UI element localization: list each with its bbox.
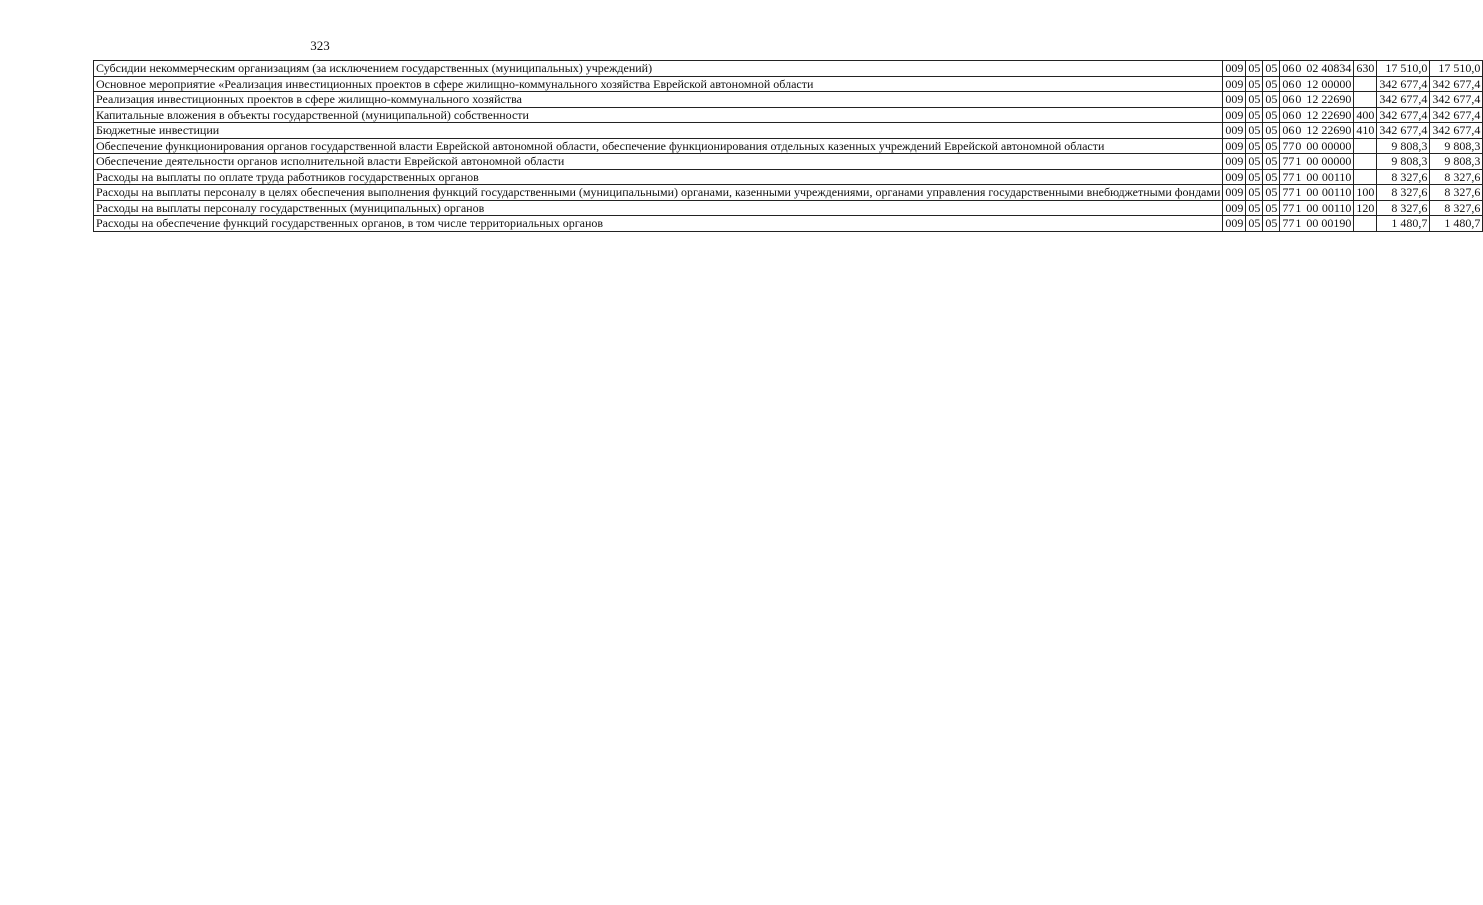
table-row xyxy=(94,76,1483,92)
target-article-part: 06 xyxy=(1282,107,1295,122)
target-article-part: 00000 xyxy=(1321,154,1352,168)
expense-type-cell: 400 xyxy=(1354,107,1377,123)
amount-year-1-cell: 8 327,6 xyxy=(1377,200,1430,216)
amount-year-1-cell: 8 327,6 xyxy=(1377,169,1430,185)
expense-name-cell: Расходы на выплаты персоналу государственных (муниципальных) органов xyxy=(94,200,1223,216)
budget-table-body xyxy=(94,61,1483,232)
section-code-cell: 05 xyxy=(1246,61,1263,77)
ministry-code-cell: 009 xyxy=(1223,107,1246,123)
subsection-code-cell: 05 xyxy=(1263,138,1280,154)
target-article-part: 0 xyxy=(1295,123,1302,137)
target-article-code xyxy=(1282,216,1351,231)
ministry-code-cell: 009 xyxy=(1223,76,1246,92)
target-article-part: 1 xyxy=(1295,200,1302,215)
amount-year-2-cell: 9 808,3 xyxy=(1430,138,1483,154)
target-article-part: 40834 xyxy=(1321,61,1352,75)
subsection-code-cell: 05 xyxy=(1263,216,1280,232)
target-article-code xyxy=(1282,185,1351,200)
target-article-code xyxy=(1282,61,1351,76)
section-code-cell: 05 xyxy=(1246,107,1263,123)
target-article-part: 22690 xyxy=(1321,107,1352,122)
target-article-cell xyxy=(1280,107,1354,123)
expense-type-cell xyxy=(1354,216,1377,232)
table-row xyxy=(94,169,1483,185)
expense-name-cell: Расходы на обеспечение функций государственных органов, в том числе территориальных органов xyxy=(94,216,1223,232)
table-row xyxy=(94,185,1483,201)
budget-table xyxy=(93,60,1483,232)
amount-year-2-cell: 9 808,3 xyxy=(1430,154,1483,170)
expense-type-cell: 410 xyxy=(1354,123,1377,139)
table-row xyxy=(94,107,1483,123)
target-article-part: 77 xyxy=(1282,185,1295,199)
target-article-part: 12 xyxy=(1306,92,1319,106)
subsection-code-cell: 05 xyxy=(1263,123,1280,139)
ministry-code-cell: 009 xyxy=(1223,123,1246,139)
expense-type-cell: 120 xyxy=(1354,200,1377,216)
target-article-part: 06 xyxy=(1282,92,1295,106)
target-article-part: 1 xyxy=(1295,154,1302,168)
ministry-code-cell: 009 xyxy=(1223,138,1246,154)
target-article-part: 00 xyxy=(1306,200,1319,215)
section-code-cell: 05 xyxy=(1246,154,1263,170)
expense-name-cell: Обеспечение функционирования органов государственной власти Еврейской автономной области, обеспечение функционирования отдельных казенных учреждений Еврейской автономной области xyxy=(94,138,1223,154)
target-article-part: 00 xyxy=(1306,154,1319,168)
page-number: 323 xyxy=(310,38,330,53)
ministry-code-cell: 009 xyxy=(1223,185,1246,201)
table-row xyxy=(94,216,1483,232)
target-article-cell xyxy=(1280,200,1354,216)
target-article-part: 0 xyxy=(1295,76,1302,91)
section-code-cell: 05 xyxy=(1246,200,1263,216)
amount-year-2-cell: 342 677,4 xyxy=(1430,76,1483,92)
section-code-cell: 05 xyxy=(1246,76,1263,92)
target-article-part: 00110 xyxy=(1321,169,1352,184)
target-article-part: 06 xyxy=(1282,123,1295,137)
target-article-part: 12 xyxy=(1306,123,1319,137)
subsection-code-cell: 05 xyxy=(1263,92,1280,108)
expense-type-cell: 100 xyxy=(1354,185,1377,201)
subsection-code-cell: 05 xyxy=(1263,154,1280,170)
target-article-part: 0 xyxy=(1295,138,1302,153)
expense-name-cell: Субсидии некоммерческим организациям (за исключением государственных (муниципальных) учреждений) xyxy=(94,61,1223,77)
section-code-cell: 05 xyxy=(1246,185,1263,201)
expense-name-cell: Капитальные вложения в объекты государственной (муниципальной) собственности xyxy=(94,107,1223,123)
target-article-part: 1 xyxy=(1295,169,1302,184)
target-article-part: 00110 xyxy=(1321,200,1352,215)
target-article-code xyxy=(1282,139,1351,154)
amount-year-2-cell: 342 677,4 xyxy=(1430,92,1483,108)
amount-year-2-cell: 1 480,7 xyxy=(1430,216,1483,232)
target-article-part: 00000 xyxy=(1321,138,1352,153)
amount-year-2-cell: 8 327,6 xyxy=(1430,169,1483,185)
amount-year-1-cell: 17 510,0 xyxy=(1377,61,1430,77)
target-article-code xyxy=(1282,123,1351,138)
target-article-part: 00 xyxy=(1306,169,1319,184)
subsection-code-cell: 05 xyxy=(1263,61,1280,77)
amount-year-2-cell: 342 677,4 xyxy=(1430,107,1483,123)
amount-year-2-cell: 8 327,6 xyxy=(1430,185,1483,201)
target-article-part: 12 xyxy=(1306,76,1319,91)
expense-type-cell xyxy=(1354,169,1377,185)
subsection-code-cell: 05 xyxy=(1263,185,1280,201)
target-article-part: 0 xyxy=(1295,107,1302,122)
expense-type-cell xyxy=(1354,154,1377,170)
amount-year-1-cell: 342 677,4 xyxy=(1377,76,1430,92)
target-article-cell xyxy=(1280,123,1354,139)
target-article-part: 77 xyxy=(1282,138,1295,153)
target-article-part: 00 xyxy=(1306,138,1319,153)
expense-type-cell xyxy=(1354,138,1377,154)
expense-name-cell: Бюджетные инвестиции xyxy=(94,123,1223,139)
target-article-code xyxy=(1282,108,1351,123)
table-row xyxy=(94,138,1483,154)
subsection-code-cell: 05 xyxy=(1263,200,1280,216)
section-code-cell: 05 xyxy=(1246,92,1263,108)
section-code-cell: 05 xyxy=(1246,138,1263,154)
expense-name-cell: Расходы на выплаты по оплате труда работников государственных органов xyxy=(94,169,1223,185)
section-code-cell: 05 xyxy=(1246,216,1263,232)
amount-year-2-cell: 342 677,4 xyxy=(1430,123,1483,139)
target-article-part: 0 xyxy=(1295,61,1302,75)
amount-year-1-cell: 1 480,7 xyxy=(1377,216,1430,232)
target-article-part: 06 xyxy=(1282,76,1295,91)
table-row xyxy=(94,61,1483,77)
amount-year-2-cell: 17 510,0 xyxy=(1430,61,1483,77)
target-article-cell xyxy=(1280,138,1354,154)
target-article-part: 02 xyxy=(1306,61,1319,75)
expense-name-cell: Реализация инвестиционных проектов в сфере жилищно-коммунального хозяйства xyxy=(94,92,1223,108)
subsection-code-cell: 05 xyxy=(1263,169,1280,185)
target-article-part: 00 xyxy=(1306,185,1319,199)
target-article-part: 1 xyxy=(1295,185,1302,199)
target-article-part: 77 xyxy=(1282,200,1295,215)
target-article-cell xyxy=(1280,76,1354,92)
target-article-part: 06 xyxy=(1282,61,1295,75)
amount-year-1-cell: 8 327,6 xyxy=(1377,185,1430,201)
expense-type-cell: 630 xyxy=(1354,61,1377,77)
subsection-code-cell: 05 xyxy=(1263,107,1280,123)
target-article-code xyxy=(1282,92,1351,107)
target-article-code xyxy=(1282,154,1351,169)
target-article-cell xyxy=(1280,216,1354,232)
section-code-cell: 05 xyxy=(1246,123,1263,139)
ministry-code-cell: 009 xyxy=(1223,200,1246,216)
target-article-part: 1 xyxy=(1295,216,1302,230)
expense-name-cell: Обеспечение деятельности органов исполнительной власти Еврейской автономной области xyxy=(94,154,1223,170)
ministry-code-cell: 009 xyxy=(1223,92,1246,108)
ministry-code-cell: 009 xyxy=(1223,216,1246,232)
amount-year-1-cell: 342 677,4 xyxy=(1377,123,1430,139)
target-article-part: 00190 xyxy=(1321,216,1352,230)
amount-year-1-cell: 342 677,4 xyxy=(1377,107,1430,123)
target-article-cell xyxy=(1280,92,1354,108)
target-article-part: 22690 xyxy=(1321,92,1352,106)
target-article-code xyxy=(1282,201,1351,216)
target-article-part: 00000 xyxy=(1321,76,1352,91)
target-article-cell xyxy=(1280,185,1354,201)
amount-year-1-cell: 9 808,3 xyxy=(1377,154,1430,170)
expense-type-cell xyxy=(1354,92,1377,108)
section-code-cell: 05 xyxy=(1246,169,1263,185)
target-article-cell xyxy=(1280,154,1354,170)
subsection-code-cell: 05 xyxy=(1263,76,1280,92)
ministry-code-cell: 009 xyxy=(1223,169,1246,185)
target-article-cell xyxy=(1280,61,1354,77)
ministry-code-cell: 009 xyxy=(1223,154,1246,170)
target-article-part: 00110 xyxy=(1321,185,1352,199)
target-article-part: 0 xyxy=(1295,92,1302,106)
expense-name-cell: Расходы на выплаты персоналу в целях обеспечения выполнения функций государственными (муниципальными) органами, казенными учреждениями, органами управления государственными внебюджетными фондами xyxy=(94,185,1223,201)
target-article-code xyxy=(1282,77,1351,92)
expense-name-cell: Основное мероприятие «Реализация инвестиционных проектов в сфере жилищно-коммунального хозяйства Еврейской автономной области xyxy=(94,76,1223,92)
amount-year-1-cell: 9 808,3 xyxy=(1377,138,1430,154)
table-row xyxy=(94,200,1483,216)
expense-type-cell xyxy=(1354,76,1377,92)
amount-year-1-cell: 342 677,4 xyxy=(1377,92,1430,108)
target-article-part: 77 xyxy=(1282,169,1295,184)
target-article-part: 77 xyxy=(1282,216,1295,230)
table-row xyxy=(94,92,1483,108)
target-article-part: 77 xyxy=(1282,154,1295,168)
ministry-code-cell: 009 xyxy=(1223,61,1246,77)
amount-year-2-cell: 8 327,6 xyxy=(1430,200,1483,216)
target-article-part: 00 xyxy=(1306,216,1319,230)
table-row xyxy=(94,154,1483,170)
target-article-part: 22690 xyxy=(1321,123,1352,137)
target-article-cell xyxy=(1280,169,1354,185)
table-row xyxy=(94,123,1483,139)
target-article-code xyxy=(1282,170,1351,185)
target-article-part: 12 xyxy=(1306,107,1319,122)
